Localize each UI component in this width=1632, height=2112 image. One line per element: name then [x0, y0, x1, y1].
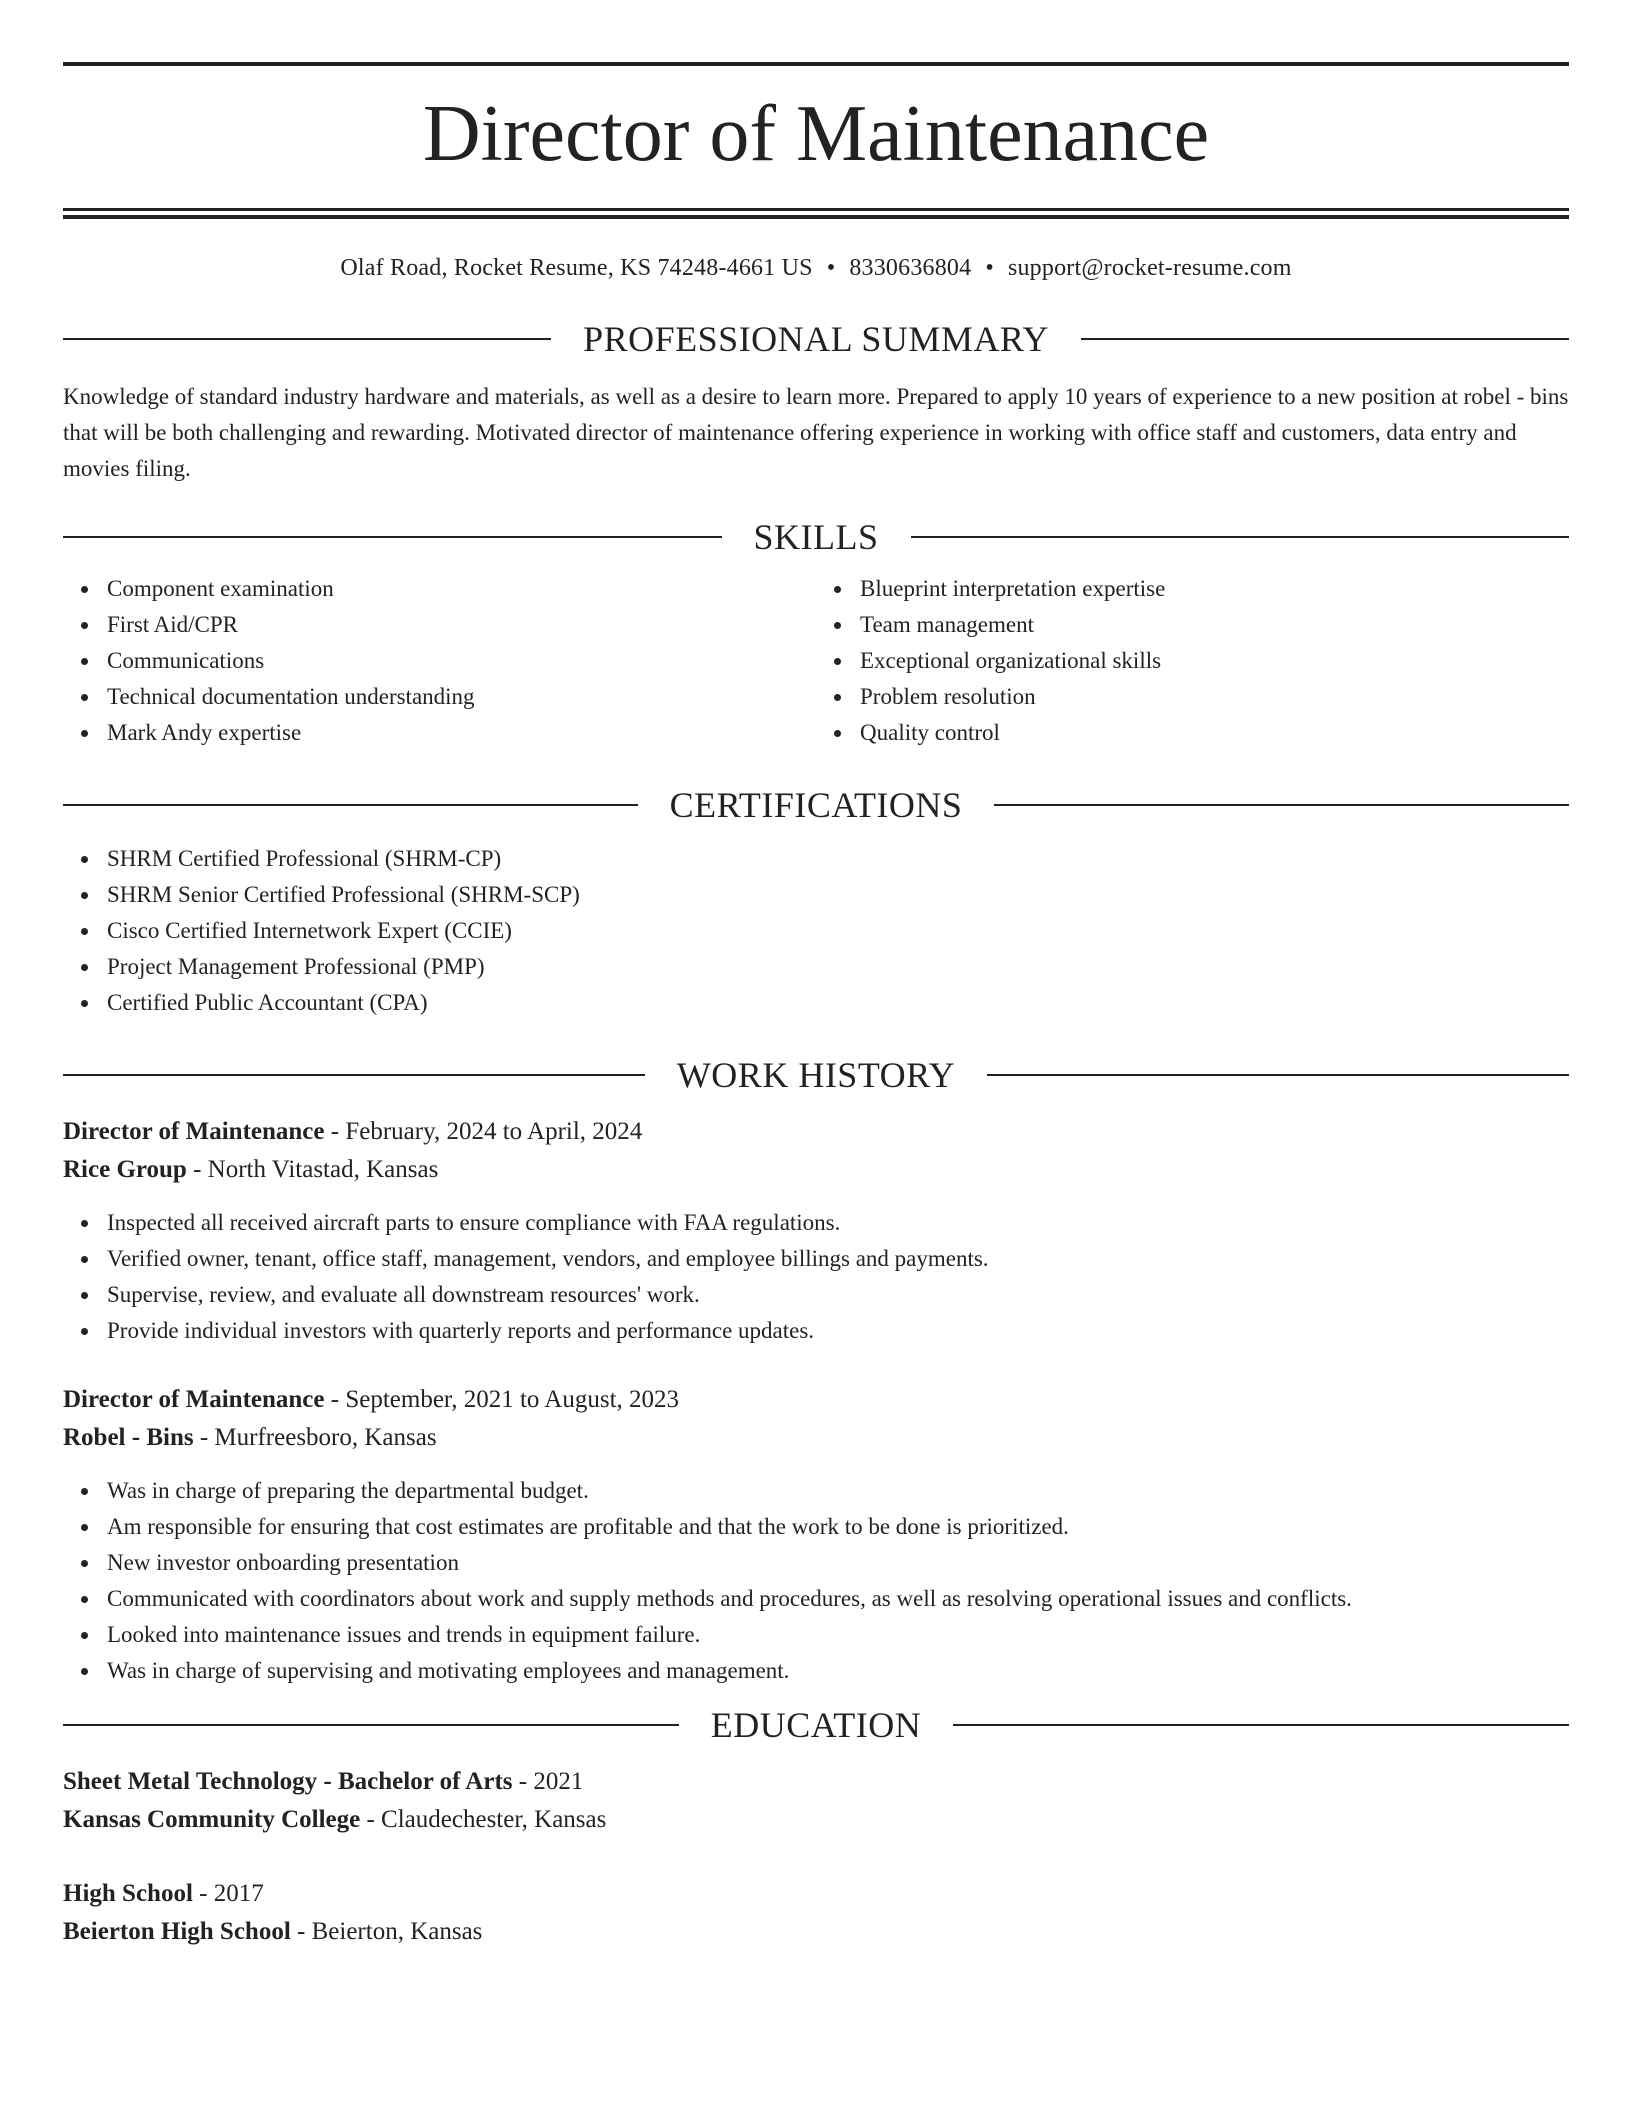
contact-separator: •	[826, 255, 836, 281]
contact-email[interactable]: support@rocket-resume.com	[1007, 255, 1292, 281]
skills-list-right	[816, 571, 1569, 751]
job-role: Director of Maintenance	[63, 1118, 325, 1145]
heading-rule-left	[63, 1724, 679, 1726]
skills-list-left	[63, 571, 816, 751]
education-degree: High School	[63, 1880, 193, 1907]
heading-rule-left	[63, 804, 638, 806]
job-duties	[63, 1473, 1569, 1689]
education-entry	[63, 1875, 1569, 1951]
job-location: - Murfreesboro, Kansas	[193, 1424, 437, 1451]
header-bottom-rule	[63, 208, 1569, 219]
job-duty: Looked into maintenance issues and trends in equipment failure.	[107, 1617, 1569, 1653]
candidate-title: Director of Maintenance	[422, 90, 1210, 178]
skill-item: Exceptional organizational skills	[860, 643, 1569, 679]
heading-rule-left	[63, 338, 551, 340]
resume-page	[63, 0, 1569, 1951]
job-duty: Supervise, review, and evaluate all downstream resources' work.	[107, 1277, 1569, 1313]
job-company: Rice Group	[63, 1156, 187, 1183]
education-year: - 2017	[192, 1880, 264, 1907]
heading-rule-right	[987, 1074, 1569, 1076]
contact-phone[interactable]: 8330636804	[849, 255, 972, 281]
certifications-heading	[63, 785, 1569, 825]
job-entry	[63, 1381, 1569, 1689]
certification-item: Project Management Professional (PMP)	[107, 949, 1569, 985]
certifications-title: CERTIFICATIONS	[669, 785, 963, 825]
summary-title: PROFESSIONAL SUMMARY	[583, 319, 1049, 359]
job-duty: New investor onboarding presentation	[107, 1545, 1569, 1581]
contact-separator: •	[985, 255, 994, 281]
skill-item: Component examination	[107, 571, 816, 607]
skill-item: Technical documentation understanding	[107, 679, 816, 715]
education-school-line	[63, 1801, 1569, 1839]
skill-item: Mark Andy expertise	[107, 715, 816, 751]
job-company-line	[63, 1419, 1569, 1457]
job-duty: Was in charge of supervising and motivating employees and management.	[107, 1653, 1569, 1689]
skill-item: Communications	[107, 643, 816, 679]
education-entry	[63, 1763, 1569, 1839]
heading-rule-right	[1081, 338, 1569, 340]
job-dates: - February, 2024 to April, 2024	[324, 1118, 643, 1145]
header-top-rule	[63, 62, 1569, 66]
job-duty: Verified owner, tenant, office staff, management, vendors, and employee billings and payments.	[107, 1241, 1569, 1277]
skill-item: Problem resolution	[860, 679, 1569, 715]
work-heading	[63, 1055, 1569, 1095]
skill-item: Blueprint interpretation expertise	[860, 571, 1569, 607]
heading-rule-left	[63, 536, 722, 538]
job-duty: Am responsible for ensuring that cost estimates are profitable and that the work to be done is prioritized.	[107, 1509, 1569, 1545]
heading-rule-right	[911, 536, 1570, 538]
heading-rule-left	[63, 1074, 645, 1076]
work-title: WORK HISTORY	[676, 1055, 956, 1095]
job-duty: Inspected all received aircraft parts to ensure compliance with FAA regulations.	[107, 1205, 1569, 1241]
job-duty: Provide individual investors with quarterly reports and performance updates.	[107, 1313, 1569, 1349]
job-duty: Was in charge of preparing the departmental budget.	[107, 1473, 1569, 1509]
skill-item: Team management	[860, 607, 1569, 643]
education-location: - Claudechester, Kansas	[360, 1806, 607, 1833]
certification-item: Certified Public Accountant (CPA)	[107, 985, 1569, 1021]
heading-rule-right	[953, 1724, 1569, 1726]
education-heading	[63, 1705, 1569, 1745]
certification-item: SHRM Certified Professional (SHRM-CP)	[107, 841, 1569, 877]
job-role-line	[63, 1113, 1569, 1151]
skill-item: First Aid/CPR	[107, 607, 816, 643]
job-duties	[63, 1205, 1569, 1349]
skills-grid	[63, 571, 1569, 751]
contact-line	[63, 253, 1569, 283]
education-school: Kansas Community College	[63, 1806, 361, 1833]
job-role: Director of Maintenance	[63, 1386, 325, 1413]
education-degree-line	[63, 1875, 1569, 1913]
education-school-line	[63, 1913, 1569, 1951]
education-degree-line	[63, 1763, 1569, 1801]
job-dates: - September, 2021 to August, 2023	[324, 1386, 680, 1413]
job-role-line	[63, 1381, 1569, 1419]
education-year: - 2021	[512, 1768, 584, 1795]
skills-heading	[63, 517, 1569, 557]
summary-text: Knowledge of standard industry hardware and materials, as well as a desire to learn more. Prepared to apply 10 years of experience to a new position at robel - bins that will be both challenging and rewarding. Motivated director of maintenance offering experience in working with office staff and customers, data entry and movies filing.	[63, 384, 1569, 481]
education-title: EDUCATION	[710, 1705, 922, 1745]
job-duty: Communicated with coordinators about work and supply methods and procedures, as well as resolving operational issues and conflicts.	[107, 1581, 1569, 1617]
education-degree: Sheet Metal Technology - Bachelor of Arts	[63, 1768, 513, 1795]
skill-item: Quality control	[860, 715, 1569, 751]
summary-heading	[63, 319, 1569, 359]
certification-item: Cisco Certified Internetwork Expert (CCIE)	[107, 913, 1569, 949]
job-location: - North Vitastad, Kansas	[186, 1156, 439, 1183]
job-company-line	[63, 1151, 1569, 1189]
skills-title: SKILLS	[753, 517, 879, 557]
certifications-list	[63, 841, 1569, 1021]
contact-address: Olaf Road, Rocket Resume, KS 74248-4661 US	[340, 255, 813, 281]
certification-item: SHRM Senior Certified Professional (SHRM-SCP)	[107, 877, 1569, 913]
education-school: Beierton High School	[63, 1918, 291, 1945]
job-company: Robel - Bins	[63, 1424, 194, 1451]
heading-rule-right	[994, 804, 1569, 806]
education-location: - Beierton, Kansas	[290, 1918, 483, 1945]
job-entry	[63, 1113, 1569, 1349]
